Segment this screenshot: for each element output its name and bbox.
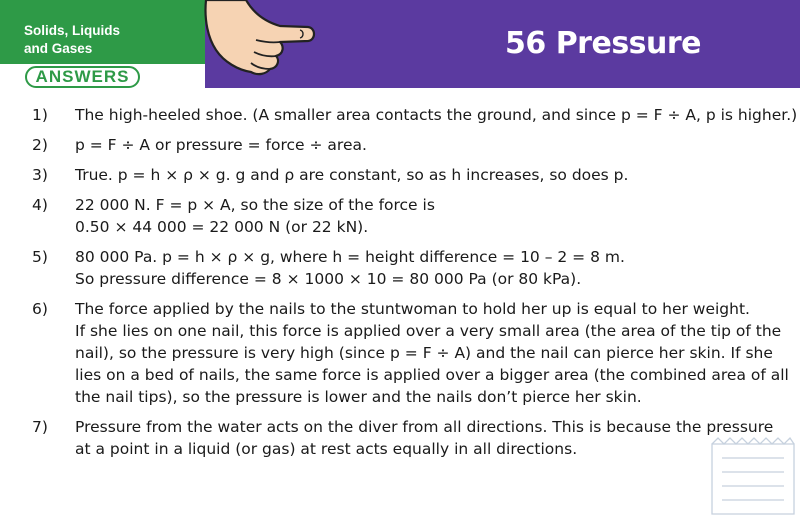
topic-line-1: Solids, Liquids — [24, 23, 121, 38]
answer-line: Pressure from the water acts on the diver from all directions. This is because the pressure — [75, 418, 774, 436]
answer-line: the nail tips), so the pressure is lower and the nails don’t pierce her skin. — [75, 388, 642, 406]
topic-line-2: and Gases — [24, 41, 93, 56]
answer-item — [32, 416, 792, 460]
answer-number: 4) — [32, 196, 48, 214]
answer-line: 80 000 Pa. p = h × ρ × g, where h = height difference = 10 – 2 = 8 m. — [75, 248, 625, 266]
answer-number: 1) — [32, 106, 48, 124]
answer-item — [32, 134, 792, 156]
answer-item — [32, 298, 792, 408]
library-stamp-icon — [708, 436, 798, 518]
page-header — [0, 0, 800, 88]
answer-line: If she lies on one nail, this force is applied over a very small area (the area of the tip of the — [75, 322, 782, 340]
answer-text — [75, 246, 792, 290]
topic-label — [24, 22, 194, 58]
answer-text — [75, 164, 792, 186]
answer-line: p = F ÷ A or pressure = force ÷ area. — [75, 136, 367, 154]
pointing-hand-icon — [196, 0, 316, 80]
answer-text — [75, 194, 792, 238]
answer-item — [32, 246, 792, 290]
topic-box — [0, 0, 205, 64]
answer-line: lies on a bed of nails, the same force is applied over a bigger area (the combined area of all — [75, 366, 789, 384]
answer-line: The force applied by the nails to the stuntwoman to hold her up is equal to her weight. — [75, 300, 750, 318]
answer-text — [75, 298, 792, 408]
page-title: 56 Pressure — [505, 26, 702, 61]
answer-number: 3) — [32, 166, 48, 184]
answer-line: 22 000 N. F = p × A, so the size of the force is — [75, 196, 435, 214]
answers-list — [32, 104, 798, 468]
answer-line: 0.50 × 44 000 = 22 000 N (or 22 kN). — [75, 218, 369, 236]
answer-line: at a point in a liquid (or gas) at rest acts equally in all directions. — [75, 440, 578, 458]
answer-text — [75, 416, 792, 460]
answer-number: 6) — [32, 300, 48, 318]
answer-text — [75, 134, 792, 156]
answer-number: 7) — [32, 418, 48, 436]
answer-line: nail), so the pressure is very high (since p = F ÷ A) and the nail can pierce her skin. If she — [75, 344, 773, 362]
answer-number: 2) — [32, 136, 48, 154]
answers-badge: ANSWERS — [25, 66, 140, 88]
answer-number: 5) — [32, 248, 48, 266]
answer-line: The high-heeled shoe. (A smaller area contacts the ground, and since p = F ÷ A, p is higher.) — [75, 106, 798, 124]
answer-item — [32, 164, 792, 186]
answer-line: So pressure difference = 8 × 1000 × 10 = 80 000 Pa (or 80 kPa). — [75, 270, 582, 288]
answer-item — [32, 104, 798, 126]
answer-item — [32, 194, 792, 238]
answer-line: True. p = h × ρ × g. g and ρ are constant, so as h increases, so does p. — [75, 166, 629, 184]
answer-text — [75, 104, 798, 126]
